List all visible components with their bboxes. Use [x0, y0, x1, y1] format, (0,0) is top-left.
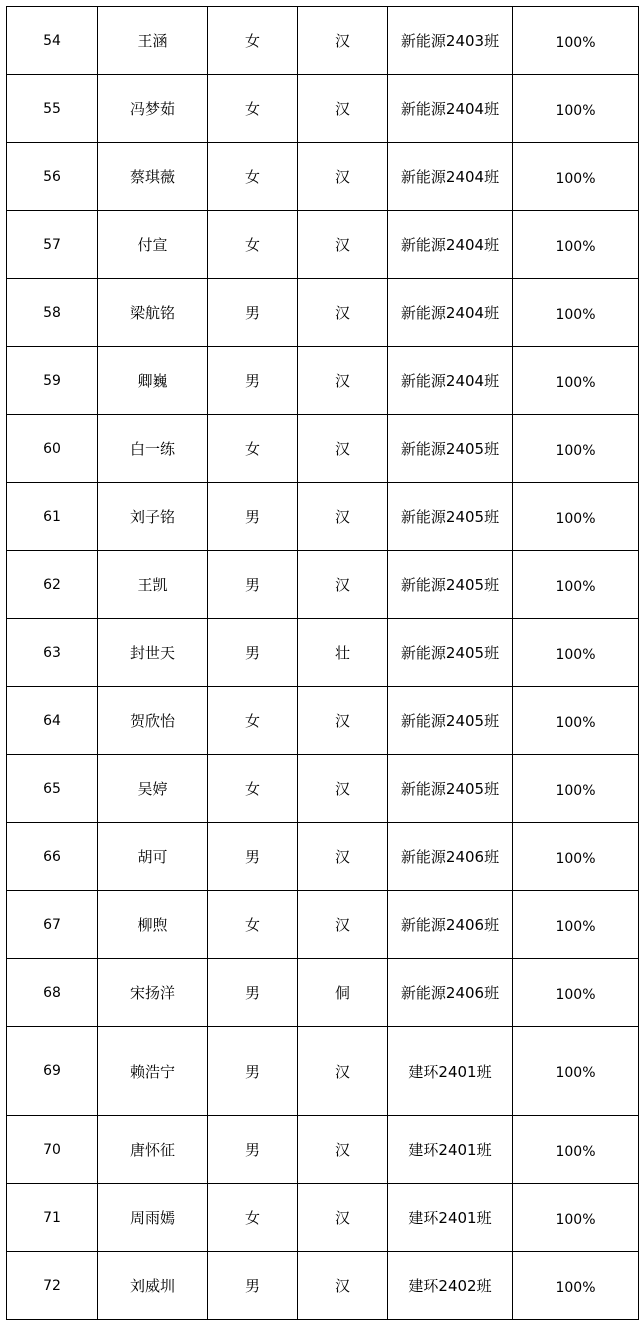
table-row: [7, 823, 639, 891]
cell-name: 胡可: [98, 823, 208, 891]
cell-gender: 男: [208, 1252, 298, 1320]
cell-class: 新能源2404班: [388, 211, 513, 279]
cell-gender: 男: [208, 1116, 298, 1184]
cell-ethnicity: 汉: [298, 7, 388, 75]
cell-rate: 100%: [513, 279, 639, 347]
cell-name: 周雨嫣: [98, 1184, 208, 1252]
cell-ethnicity: 汉: [298, 1184, 388, 1252]
cell-rate: 100%: [513, 483, 639, 551]
cell-name: 付宣: [98, 211, 208, 279]
table-row: [7, 891, 639, 959]
cell-ethnicity: 汉: [298, 483, 388, 551]
cell-gender: 女: [208, 891, 298, 959]
cell-ethnicity: 汉: [298, 347, 388, 415]
table-row: [7, 1252, 639, 1320]
cell-rate: 100%: [513, 823, 639, 891]
cell-name: 宋扬洋: [98, 959, 208, 1027]
cell-gender: 女: [208, 75, 298, 143]
cell-class: 新能源2405班: [388, 551, 513, 619]
cell-number: 63: [7, 619, 98, 687]
cell-name: 唐怀征: [98, 1116, 208, 1184]
cell-gender: 男: [208, 483, 298, 551]
cell-name: 贺欣怡: [98, 687, 208, 755]
cell-gender: 女: [208, 687, 298, 755]
cell-class: 建环2402班: [388, 1252, 513, 1320]
cell-name: 吴婷: [98, 755, 208, 823]
table-row: [7, 75, 639, 143]
cell-gender: 男: [208, 279, 298, 347]
cell-class: 新能源2404班: [388, 347, 513, 415]
cell-name: 柳煦: [98, 891, 208, 959]
cell-number: 57: [7, 211, 98, 279]
cell-rate: 100%: [513, 755, 639, 823]
table-row: [7, 211, 639, 279]
cell-class: 建环2401班: [388, 1116, 513, 1184]
cell-ethnicity: 汉: [298, 823, 388, 891]
student-table-body: [7, 7, 639, 1320]
table-row: [7, 1027, 639, 1116]
table-row: [7, 755, 639, 823]
cell-number: 67: [7, 891, 98, 959]
cell-number: 70: [7, 1116, 98, 1184]
cell-name: 赖浩宁: [98, 1027, 208, 1116]
table-row: [7, 143, 639, 211]
cell-name: 冯梦茹: [98, 75, 208, 143]
table-row: [7, 1116, 639, 1184]
cell-rate: 100%: [513, 347, 639, 415]
cell-name: 王凯: [98, 551, 208, 619]
cell-rate: 100%: [513, 1184, 639, 1252]
cell-class: 新能源2403班: [388, 7, 513, 75]
table-row: [7, 347, 639, 415]
cell-number: 64: [7, 687, 98, 755]
cell-gender: 女: [208, 211, 298, 279]
cell-class: 建环2401班: [388, 1184, 513, 1252]
table-row: [7, 619, 639, 687]
table-row: [7, 1184, 639, 1252]
cell-class: 新能源2405班: [388, 619, 513, 687]
cell-rate: 100%: [513, 619, 639, 687]
cell-name: 封世天: [98, 619, 208, 687]
cell-ethnicity: 汉: [298, 143, 388, 211]
cell-number: 62: [7, 551, 98, 619]
cell-rate: 100%: [513, 1252, 639, 1320]
table-row: [7, 7, 639, 75]
cell-rate: 100%: [513, 891, 639, 959]
cell-name: 卿巍: [98, 347, 208, 415]
cell-class: 新能源2405班: [388, 755, 513, 823]
cell-class: 新能源2404班: [388, 75, 513, 143]
cell-class: 新能源2406班: [388, 823, 513, 891]
cell-number: 66: [7, 823, 98, 891]
table-row: [7, 551, 639, 619]
cell-ethnicity: 汉: [298, 279, 388, 347]
cell-ethnicity: 侗: [298, 959, 388, 1027]
student-table: [6, 6, 639, 1320]
cell-ethnicity: 汉: [298, 755, 388, 823]
cell-gender: 男: [208, 347, 298, 415]
cell-ethnicity: 汉: [298, 1116, 388, 1184]
cell-gender: 女: [208, 143, 298, 211]
cell-class: 新能源2405班: [388, 483, 513, 551]
cell-ethnicity: 汉: [298, 415, 388, 483]
table-row: [7, 279, 639, 347]
cell-name: 刘子铭: [98, 483, 208, 551]
cell-name: 梁航铭: [98, 279, 208, 347]
table-row: [7, 687, 639, 755]
cell-rate: 100%: [513, 959, 639, 1027]
cell-number: 71: [7, 1184, 98, 1252]
cell-class: 新能源2405班: [388, 687, 513, 755]
cell-class: 新能源2405班: [388, 415, 513, 483]
table-row: [7, 415, 639, 483]
cell-number: 58: [7, 279, 98, 347]
cell-number: 55: [7, 75, 98, 143]
cell-number: 68: [7, 959, 98, 1027]
cell-rate: 100%: [513, 1116, 639, 1184]
cell-number: 60: [7, 415, 98, 483]
cell-number: 59: [7, 347, 98, 415]
cell-gender: 女: [208, 7, 298, 75]
cell-gender: 女: [208, 415, 298, 483]
table-row: [7, 959, 639, 1027]
cell-number: 69: [7, 1027, 98, 1116]
cell-number: 65: [7, 755, 98, 823]
cell-ethnicity: 汉: [298, 75, 388, 143]
cell-gender: 男: [208, 1027, 298, 1116]
cell-rate: 100%: [513, 1027, 639, 1116]
cell-gender: 男: [208, 551, 298, 619]
cell-ethnicity: 汉: [298, 1027, 388, 1116]
cell-ethnicity: 汉: [298, 891, 388, 959]
cell-gender: 女: [208, 755, 298, 823]
cell-ethnicity: 汉: [298, 551, 388, 619]
cell-ethnicity: 汉: [298, 687, 388, 755]
cell-rate: 100%: [513, 687, 639, 755]
cell-ethnicity: 汉: [298, 211, 388, 279]
cell-number: 54: [7, 7, 98, 75]
cell-name: 刘威圳: [98, 1252, 208, 1320]
cell-class: 建环2401班: [388, 1027, 513, 1116]
cell-gender: 男: [208, 959, 298, 1027]
cell-rate: 100%: [513, 211, 639, 279]
cell-class: 新能源2404班: [388, 143, 513, 211]
cell-gender: 女: [208, 1184, 298, 1252]
cell-ethnicity: 壮: [298, 619, 388, 687]
cell-gender: 男: [208, 823, 298, 891]
cell-rate: 100%: [513, 415, 639, 483]
cell-name: 王涵: [98, 7, 208, 75]
cell-rate: 100%: [513, 7, 639, 75]
cell-class: 新能源2404班: [388, 279, 513, 347]
cell-gender: 男: [208, 619, 298, 687]
cell-rate: 100%: [513, 143, 639, 211]
table-row: [7, 483, 639, 551]
cell-name: 白一练: [98, 415, 208, 483]
cell-number: 56: [7, 143, 98, 211]
cell-number: 61: [7, 483, 98, 551]
cell-rate: 100%: [513, 551, 639, 619]
cell-ethnicity: 汉: [298, 1252, 388, 1320]
cell-class: 新能源2406班: [388, 959, 513, 1027]
cell-rate: 100%: [513, 75, 639, 143]
cell-number: 72: [7, 1252, 98, 1320]
cell-name: 蔡琪薇: [98, 143, 208, 211]
cell-class: 新能源2406班: [388, 891, 513, 959]
